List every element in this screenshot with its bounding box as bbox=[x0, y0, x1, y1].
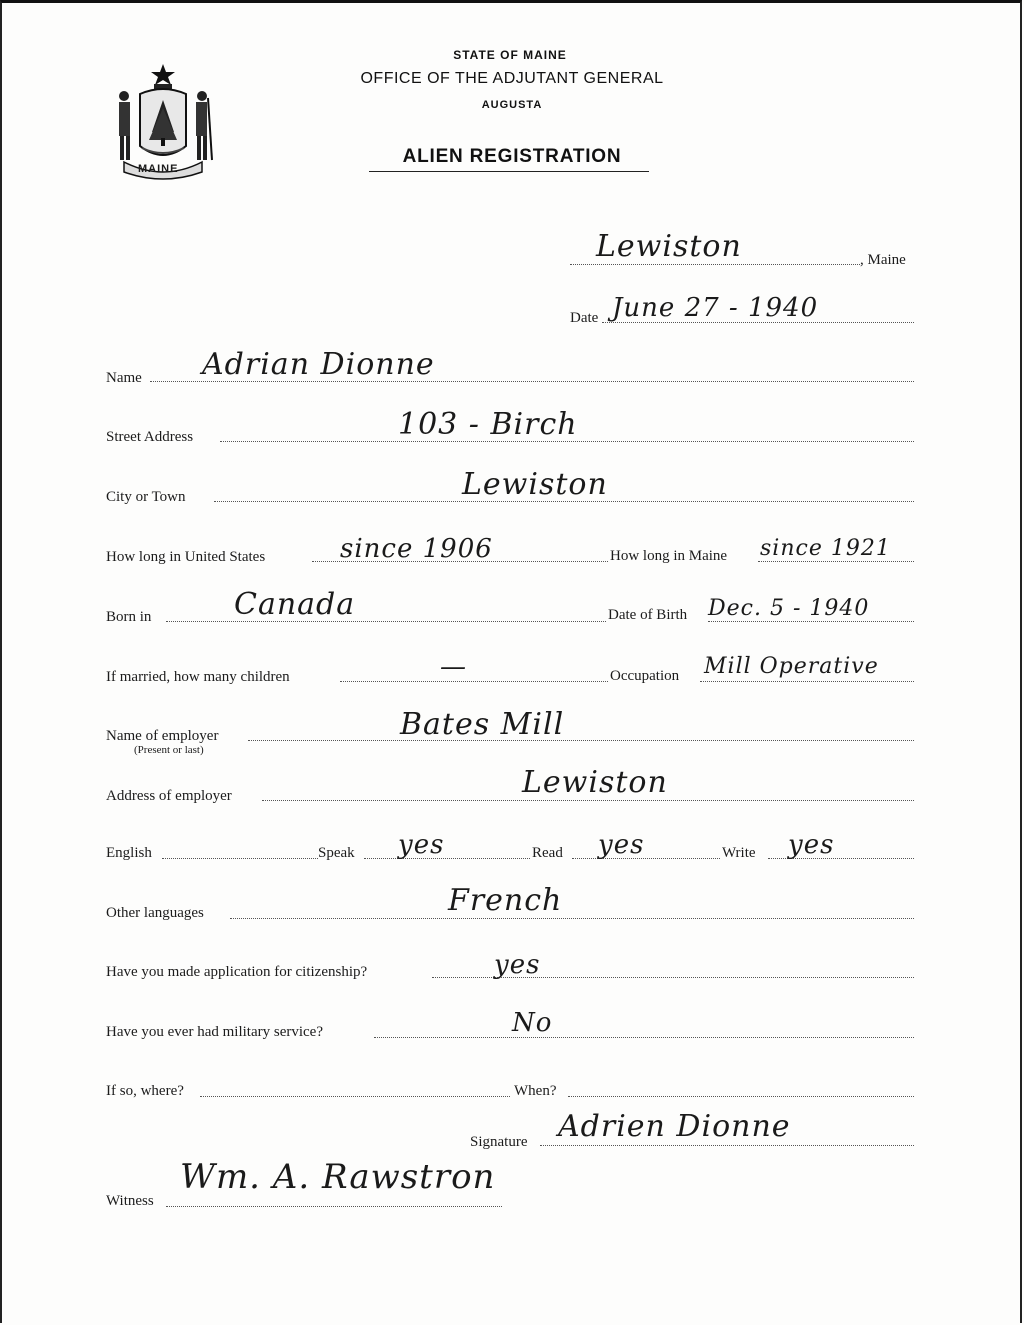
employer-address-entry: Lewiston bbox=[522, 765, 668, 800]
english-label: English bbox=[106, 845, 152, 861]
write-label: Write bbox=[722, 845, 756, 861]
office-heading: OFFICE OF THE ADJUTANT GENERAL bbox=[360, 70, 664, 87]
if-so-where-label: If so, where? bbox=[106, 1083, 184, 1099]
when-line bbox=[568, 1096, 914, 1097]
city-heading: AUGUSTA bbox=[481, 99, 543, 111]
born-in-label: Born in bbox=[106, 609, 152, 625]
employer-line bbox=[248, 740, 914, 741]
date-label: Date bbox=[570, 310, 599, 326]
military-entry: No bbox=[512, 1008, 553, 1038]
speak-line bbox=[364, 858, 530, 859]
title-underline bbox=[369, 171, 649, 172]
signature-line bbox=[540, 1145, 914, 1146]
how-long-us-entry: since 1906 bbox=[340, 534, 493, 564]
born-in-line bbox=[166, 621, 606, 622]
street-entry: 103 - Birch bbox=[398, 407, 578, 442]
children-entry: — bbox=[440, 652, 467, 682]
seal-banner-text: MAINE bbox=[138, 163, 179, 175]
read-line bbox=[572, 858, 720, 859]
street-label: Street Address bbox=[106, 429, 194, 445]
other-languages-label: Other languages bbox=[106, 905, 204, 921]
state-heading: STATE OF MAINE bbox=[453, 48, 567, 62]
read-label: Read bbox=[532, 845, 563, 861]
place-entry: Lewiston bbox=[596, 229, 742, 264]
speak-entry: yes bbox=[398, 830, 445, 860]
citizenship-entry: yes bbox=[494, 950, 541, 980]
city-label: City or Town bbox=[106, 489, 186, 505]
maine-suffix: , Maine bbox=[860, 252, 906, 268]
witness-entry: Wm. A. Rawstron bbox=[180, 1157, 496, 1197]
employer-label: Name of employer bbox=[106, 728, 219, 744]
born-in-entry: Canada bbox=[234, 587, 356, 622]
date-entry: June 27 - 1940 bbox=[612, 293, 819, 323]
citizenship-label: Have you made application for citizenship? bbox=[106, 964, 368, 980]
how-long-maine-label: How long in Maine bbox=[610, 548, 728, 564]
signature-label: Signature bbox=[470, 1134, 528, 1150]
date-of-birth-line bbox=[708, 621, 914, 622]
name-entry: Adrian Dionne bbox=[202, 347, 435, 382]
children-line bbox=[340, 681, 608, 682]
speak-label: Speak bbox=[318, 845, 355, 861]
military-label: Have you ever had military service? bbox=[106, 1024, 323, 1040]
date-of-birth-label: Date of Birth bbox=[608, 607, 688, 623]
occupation-label: Occupation bbox=[610, 668, 680, 684]
employer-note: (Present or last) bbox=[134, 744, 204, 756]
witness-label: Witness bbox=[106, 1193, 154, 1209]
other-languages-line bbox=[230, 918, 914, 919]
employer-entry: Bates Mill bbox=[400, 707, 565, 742]
employer-address-label: Address of employer bbox=[106, 788, 232, 804]
signature-entry: Adrien Dionne bbox=[558, 1109, 791, 1144]
how-long-maine-entry: since 1921 bbox=[760, 536, 891, 561]
other-languages-entry: French bbox=[448, 883, 563, 918]
form-title: ALIEN REGISTRATION bbox=[402, 146, 622, 167]
witness-line bbox=[166, 1206, 502, 1207]
how-long-us-label: How long in United States bbox=[106, 549, 266, 565]
write-entry: yes bbox=[788, 830, 835, 860]
how-long-maine-line bbox=[758, 561, 914, 562]
place-line bbox=[570, 264, 860, 265]
when-label: When? bbox=[514, 1083, 557, 1099]
read-entry: yes bbox=[598, 830, 645, 860]
city-entry: Lewiston bbox=[462, 467, 608, 502]
name-label: Name bbox=[106, 370, 142, 386]
occupation-entry: Mill Operative bbox=[704, 654, 879, 679]
military-line bbox=[374, 1037, 914, 1038]
children-label: If married, how many children bbox=[106, 669, 290, 685]
employer-address-line bbox=[262, 800, 914, 801]
occupation-line bbox=[700, 681, 914, 682]
date-of-birth-entry: Dec. 5 - 1940 bbox=[708, 596, 870, 621]
if-so-where-line bbox=[200, 1096, 510, 1097]
english-line bbox=[162, 858, 318, 859]
